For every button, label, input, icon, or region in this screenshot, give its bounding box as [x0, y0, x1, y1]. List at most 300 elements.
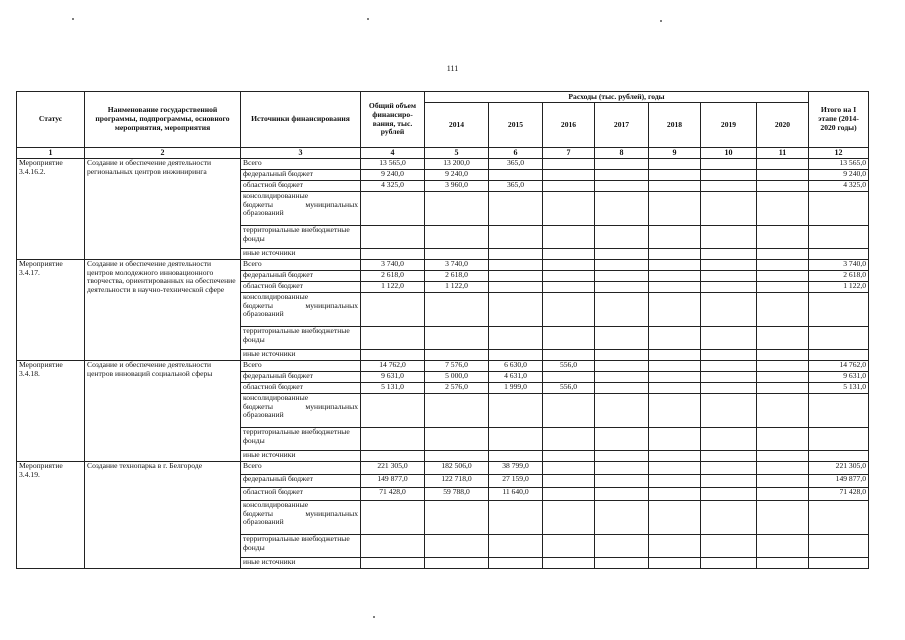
value-cell — [649, 428, 701, 451]
stage-total-cell — [809, 249, 869, 260]
source-cell — [241, 249, 361, 260]
value-cell — [649, 462, 701, 475]
value-cell — [595, 249, 649, 260]
source-label: образований — [243, 517, 284, 527]
source-label: иные источники — [243, 450, 296, 459]
stage-total-cell: 14 762,0 — [809, 361, 869, 372]
value-cell — [543, 428, 595, 451]
value-cell — [701, 475, 757, 488]
stage-total-cell — [809, 327, 869, 350]
header-total-volume: Общий объем финансиро-вания, тыс. рублей — [361, 92, 425, 148]
value-cell — [543, 535, 595, 558]
value-cell — [595, 501, 649, 535]
source-label: муниципальных — [305, 401, 358, 411]
value-cell — [489, 249, 543, 260]
value-cell: 221 305,0 — [361, 462, 425, 475]
source-label: образований — [243, 309, 284, 319]
value-cell: 59 788,0 — [425, 488, 489, 501]
stage-total-cell: 2 618,0 — [809, 271, 869, 282]
source-label: муниципальных — [305, 508, 358, 518]
value-cell — [649, 293, 701, 327]
value-cell — [757, 428, 809, 451]
source-label: федеральный бюджет — [243, 270, 313, 279]
value-cell — [701, 192, 757, 226]
table-body — [17, 159, 869, 569]
value-cell: 556,0 — [543, 383, 595, 394]
measure-status: Мероприятие 3.4.19. — [17, 462, 85, 569]
value-cell — [649, 260, 701, 271]
source-label: территориальные внебюджетные фонды — [243, 427, 350, 445]
value-cell: 5 000,0 — [425, 372, 489, 383]
measure-status: Мероприятие 3.4.17. — [17, 260, 85, 361]
value-cell — [361, 558, 425, 569]
source-label: консолидированные — [243, 393, 309, 402]
value-cell — [757, 488, 809, 501]
value-cell — [489, 226, 543, 249]
value-cell — [701, 501, 757, 535]
value-cell — [649, 394, 701, 428]
value-cell — [757, 501, 809, 535]
header-year: 2020 — [757, 103, 809, 148]
value-cell — [649, 249, 701, 260]
source-label: бюджеты — [243, 199, 273, 209]
value-cell — [543, 293, 595, 327]
value-cell — [649, 361, 701, 372]
source-label: областной бюджет — [243, 382, 303, 391]
source-label: иные источники — [243, 248, 296, 257]
value-cell — [757, 535, 809, 558]
value-cell — [425, 249, 489, 260]
value-cell — [701, 535, 757, 558]
value-cell — [489, 428, 543, 451]
value-cell — [649, 192, 701, 226]
source-label: Всего — [243, 158, 262, 167]
column-number: 11 — [757, 148, 809, 159]
value-cell: 27 159,0 — [489, 475, 543, 488]
value-cell — [701, 488, 757, 501]
header-year: 2015 — [489, 103, 543, 148]
measure-name: Создание и обеспечение деятельности региональных центров инжиниринга — [85, 159, 241, 260]
source-label: консолидированные — [243, 191, 309, 200]
measure-status: Мероприятие 3.4.18. — [17, 361, 85, 462]
value-cell — [543, 192, 595, 226]
source-cell — [241, 282, 361, 293]
source-label: территориальные внебюджетные фонды — [243, 326, 350, 344]
value-cell — [757, 226, 809, 249]
stage-total-cell — [809, 501, 869, 535]
source-label: территориальные внебюджетные фонды — [243, 225, 350, 243]
stage-total-cell: 149 877,0 — [809, 475, 869, 488]
value-cell: 1 999,0 — [489, 383, 543, 394]
value-cell — [701, 372, 757, 383]
value-cell — [543, 394, 595, 428]
source-cell — [241, 181, 361, 192]
column-number: 7 — [543, 148, 595, 159]
value-cell — [649, 488, 701, 501]
value-cell: 13 200,0 — [425, 159, 489, 170]
value-cell — [361, 226, 425, 249]
measure-status: Мероприятие 3.4.16.2. — [17, 159, 85, 260]
column-number: 4 — [361, 148, 425, 159]
source-cell — [241, 192, 361, 226]
value-cell — [543, 260, 595, 271]
value-cell — [595, 488, 649, 501]
value-cell — [649, 350, 701, 361]
value-cell — [425, 226, 489, 249]
scan-speck — [660, 20, 662, 22]
source-cell — [241, 293, 361, 327]
value-cell — [757, 327, 809, 350]
value-cell — [595, 226, 649, 249]
value-cell — [595, 282, 649, 293]
stage-total-cell — [809, 535, 869, 558]
header-total-stage: Итого на I этапе (2014-2020 годы) — [809, 92, 869, 148]
source-label: Всего — [243, 360, 262, 369]
value-cell — [361, 350, 425, 361]
source-cell — [241, 170, 361, 181]
value-cell — [649, 501, 701, 535]
value-cell — [701, 383, 757, 394]
value-cell — [595, 451, 649, 462]
source-label: областной бюджет — [243, 180, 303, 189]
value-cell — [701, 428, 757, 451]
measure-name: Создание и обеспечение деятельности центров инноваций социальной сферы — [85, 361, 241, 462]
stage-total-cell: 1 122,0 — [809, 282, 869, 293]
source-label: иные источники — [243, 557, 296, 566]
value-cell — [543, 327, 595, 350]
value-cell — [543, 488, 595, 501]
stage-total-cell: 4 325,0 — [809, 181, 869, 192]
value-cell — [701, 361, 757, 372]
value-cell — [701, 226, 757, 249]
stage-total-cell: 13 565,0 — [809, 159, 869, 170]
value-cell: 6 630,0 — [489, 361, 543, 372]
value-cell — [543, 462, 595, 475]
value-cell — [757, 394, 809, 428]
source-label: областной бюджет — [243, 281, 303, 290]
value-cell — [595, 475, 649, 488]
value-cell — [701, 271, 757, 282]
value-cell: 365,0 — [489, 181, 543, 192]
header-year: 2019 — [701, 103, 757, 148]
value-cell — [361, 394, 425, 428]
source-label: федеральный бюджет — [243, 371, 313, 380]
value-cell — [757, 293, 809, 327]
value-cell: 3 740,0 — [361, 260, 425, 271]
source-cell — [241, 226, 361, 249]
stage-total-cell: 9 631,0 — [809, 372, 869, 383]
value-cell: 13 565,0 — [361, 159, 425, 170]
value-cell — [595, 394, 649, 428]
source-label: бюджеты — [243, 401, 273, 411]
value-cell — [701, 394, 757, 428]
source-label: бюджеты — [243, 508, 273, 518]
value-cell — [649, 535, 701, 558]
source-cell — [241, 475, 361, 488]
value-cell: 365,0 — [489, 159, 543, 170]
value-cell — [361, 327, 425, 350]
financing-table — [16, 91, 869, 569]
value-cell — [595, 350, 649, 361]
value-cell — [595, 159, 649, 170]
value-cell — [649, 451, 701, 462]
value-cell — [595, 260, 649, 271]
value-cell — [595, 383, 649, 394]
column-number-row — [17, 148, 869, 159]
value-cell — [425, 327, 489, 350]
value-cell: 182 506,0 — [425, 462, 489, 475]
value-cell — [757, 383, 809, 394]
value-cell: 4 631,0 — [489, 372, 543, 383]
value-cell: 5 131,0 — [361, 383, 425, 394]
column-number: 3 — [241, 148, 361, 159]
stage-total-cell — [809, 350, 869, 361]
stage-total-cell: 9 240,0 — [809, 170, 869, 181]
source-label: образований — [243, 208, 284, 218]
value-cell — [595, 372, 649, 383]
value-cell: 71 428,0 — [361, 488, 425, 501]
value-cell — [543, 271, 595, 282]
value-cell — [543, 249, 595, 260]
stage-total-cell — [809, 394, 869, 428]
source-label: консолидированные — [243, 292, 309, 301]
value-cell — [425, 535, 489, 558]
value-cell — [543, 226, 595, 249]
source-cell — [241, 394, 361, 428]
value-cell — [757, 558, 809, 569]
value-cell — [489, 282, 543, 293]
value-cell — [595, 428, 649, 451]
value-cell — [649, 271, 701, 282]
stage-total-cell — [809, 293, 869, 327]
value-cell — [595, 181, 649, 192]
value-cell — [701, 282, 757, 293]
stage-total-cell: 5 131,0 — [809, 383, 869, 394]
scan-speck — [367, 18, 369, 20]
value-cell — [425, 451, 489, 462]
value-cell — [543, 350, 595, 361]
value-cell — [595, 271, 649, 282]
value-cell — [649, 170, 701, 181]
value-cell — [543, 501, 595, 535]
stage-total-cell — [809, 226, 869, 249]
source-label: Всего — [243, 259, 262, 268]
source-cell — [241, 383, 361, 394]
value-cell — [649, 226, 701, 249]
value-cell — [757, 260, 809, 271]
value-cell: 9 240,0 — [361, 170, 425, 181]
value-cell: 3 960,0 — [425, 181, 489, 192]
value-cell: 2 618,0 — [361, 271, 425, 282]
stage-total-cell: 3 740,0 — [809, 260, 869, 271]
value-cell — [425, 558, 489, 569]
value-cell — [649, 181, 701, 192]
value-cell — [757, 350, 809, 361]
source-label: территориальные внебюджетные фонды — [243, 534, 350, 552]
source-label: консолидированные — [243, 500, 309, 509]
value-cell — [425, 428, 489, 451]
value-cell — [543, 181, 595, 192]
source-label: федеральный бюджет — [243, 169, 313, 178]
header-source: Источники финансирования — [241, 92, 361, 148]
source-label: муниципальных — [305, 300, 358, 310]
column-number: 2 — [85, 148, 241, 159]
value-cell — [489, 501, 543, 535]
stage-total-cell: 71 428,0 — [809, 488, 869, 501]
value-cell: 149 877,0 — [361, 475, 425, 488]
source-cell — [241, 462, 361, 475]
value-cell — [543, 170, 595, 181]
value-cell — [489, 394, 543, 428]
value-cell — [757, 170, 809, 181]
source-label: федеральный бюджет — [243, 474, 313, 483]
stage-total-cell — [809, 558, 869, 569]
value-cell — [489, 558, 543, 569]
header-year: 2016 — [543, 103, 595, 148]
value-cell: 7 576,0 — [425, 361, 489, 372]
column-number: 12 — [809, 148, 869, 159]
value-cell — [489, 535, 543, 558]
value-cell: 2 618,0 — [425, 271, 489, 282]
value-cell — [757, 372, 809, 383]
source-cell — [241, 327, 361, 350]
value-cell — [489, 192, 543, 226]
source-cell — [241, 558, 361, 569]
value-cell — [701, 181, 757, 192]
value-cell — [489, 327, 543, 350]
value-cell — [649, 372, 701, 383]
value-cell — [489, 260, 543, 271]
value-cell — [595, 170, 649, 181]
column-number: 9 — [649, 148, 701, 159]
source-cell — [241, 260, 361, 271]
scan-speck — [72, 18, 74, 20]
value-cell — [595, 361, 649, 372]
value-cell — [649, 159, 701, 170]
value-cell — [489, 271, 543, 282]
stage-total-cell — [809, 451, 869, 462]
value-cell — [489, 293, 543, 327]
table-row — [17, 361, 869, 372]
value-cell — [361, 428, 425, 451]
value-cell — [425, 501, 489, 535]
stage-total-cell — [809, 192, 869, 226]
value-cell — [649, 475, 701, 488]
value-cell — [701, 350, 757, 361]
value-cell — [595, 293, 649, 327]
value-cell — [757, 159, 809, 170]
value-cell — [701, 170, 757, 181]
header-status: Статус — [17, 92, 85, 148]
value-cell — [361, 501, 425, 535]
value-cell — [757, 249, 809, 260]
value-cell — [595, 327, 649, 350]
value-cell — [701, 327, 757, 350]
value-cell: 11 640,0 — [489, 488, 543, 501]
page-number: 111 — [446, 64, 459, 73]
value-cell — [757, 192, 809, 226]
value-cell — [649, 282, 701, 293]
value-cell — [701, 462, 757, 475]
source-cell — [241, 428, 361, 451]
value-cell — [757, 462, 809, 475]
value-cell — [361, 535, 425, 558]
value-cell — [757, 361, 809, 372]
value-cell — [757, 271, 809, 282]
value-cell — [757, 282, 809, 293]
source-label: бюджеты — [243, 300, 273, 310]
value-cell — [701, 558, 757, 569]
value-cell — [595, 462, 649, 475]
column-number: 1 — [17, 148, 85, 159]
header-year: 2017 — [595, 103, 649, 148]
header-expenses: Расходы (тыс. рублей), годы — [425, 92, 809, 103]
value-cell — [543, 558, 595, 569]
value-cell — [425, 293, 489, 327]
value-cell: 1 122,0 — [425, 282, 489, 293]
value-cell — [425, 394, 489, 428]
value-cell: 9 240,0 — [425, 170, 489, 181]
source-label: муниципальных — [305, 199, 358, 209]
value-cell — [595, 558, 649, 569]
column-number: 5 — [425, 148, 489, 159]
stage-total-cell: 221 305,0 — [809, 462, 869, 475]
value-cell — [543, 475, 595, 488]
value-cell — [361, 249, 425, 260]
column-number: 6 — [489, 148, 543, 159]
value-cell — [701, 159, 757, 170]
value-cell — [757, 475, 809, 488]
value-cell — [543, 451, 595, 462]
value-cell — [425, 350, 489, 361]
scan-speck — [373, 616, 375, 618]
value-cell — [489, 350, 543, 361]
value-cell — [543, 282, 595, 293]
value-cell: 4 325,0 — [361, 181, 425, 192]
source-cell — [241, 372, 361, 383]
source-cell — [241, 350, 361, 361]
source-label: иные источники — [243, 349, 296, 358]
value-cell — [701, 260, 757, 271]
table-row — [17, 260, 869, 271]
value-cell — [543, 372, 595, 383]
value-cell — [595, 192, 649, 226]
value-cell — [649, 327, 701, 350]
value-cell — [425, 192, 489, 226]
value-cell — [361, 451, 425, 462]
source-cell — [241, 488, 361, 501]
table-row — [17, 159, 869, 170]
header-year: 2014 — [425, 103, 489, 148]
source-cell — [241, 451, 361, 462]
value-cell: 3 740,0 — [425, 260, 489, 271]
value-cell — [489, 451, 543, 462]
stage-total-cell — [809, 428, 869, 451]
value-cell — [701, 293, 757, 327]
value-cell — [361, 192, 425, 226]
value-cell: 122 718,0 — [425, 475, 489, 488]
source-cell — [241, 501, 361, 535]
value-cell — [489, 170, 543, 181]
value-cell — [757, 451, 809, 462]
source-label: областной бюджет — [243, 487, 303, 496]
value-cell — [701, 451, 757, 462]
measure-name: Создание и обеспечение деятельности центров молодежного инновационного творчества, ориентированных на обеспечение деятельности в научно-технической сфере — [85, 260, 241, 361]
value-cell — [649, 383, 701, 394]
value-cell: 2 576,0 — [425, 383, 489, 394]
value-cell: 556,0 — [543, 361, 595, 372]
value-cell — [757, 181, 809, 192]
